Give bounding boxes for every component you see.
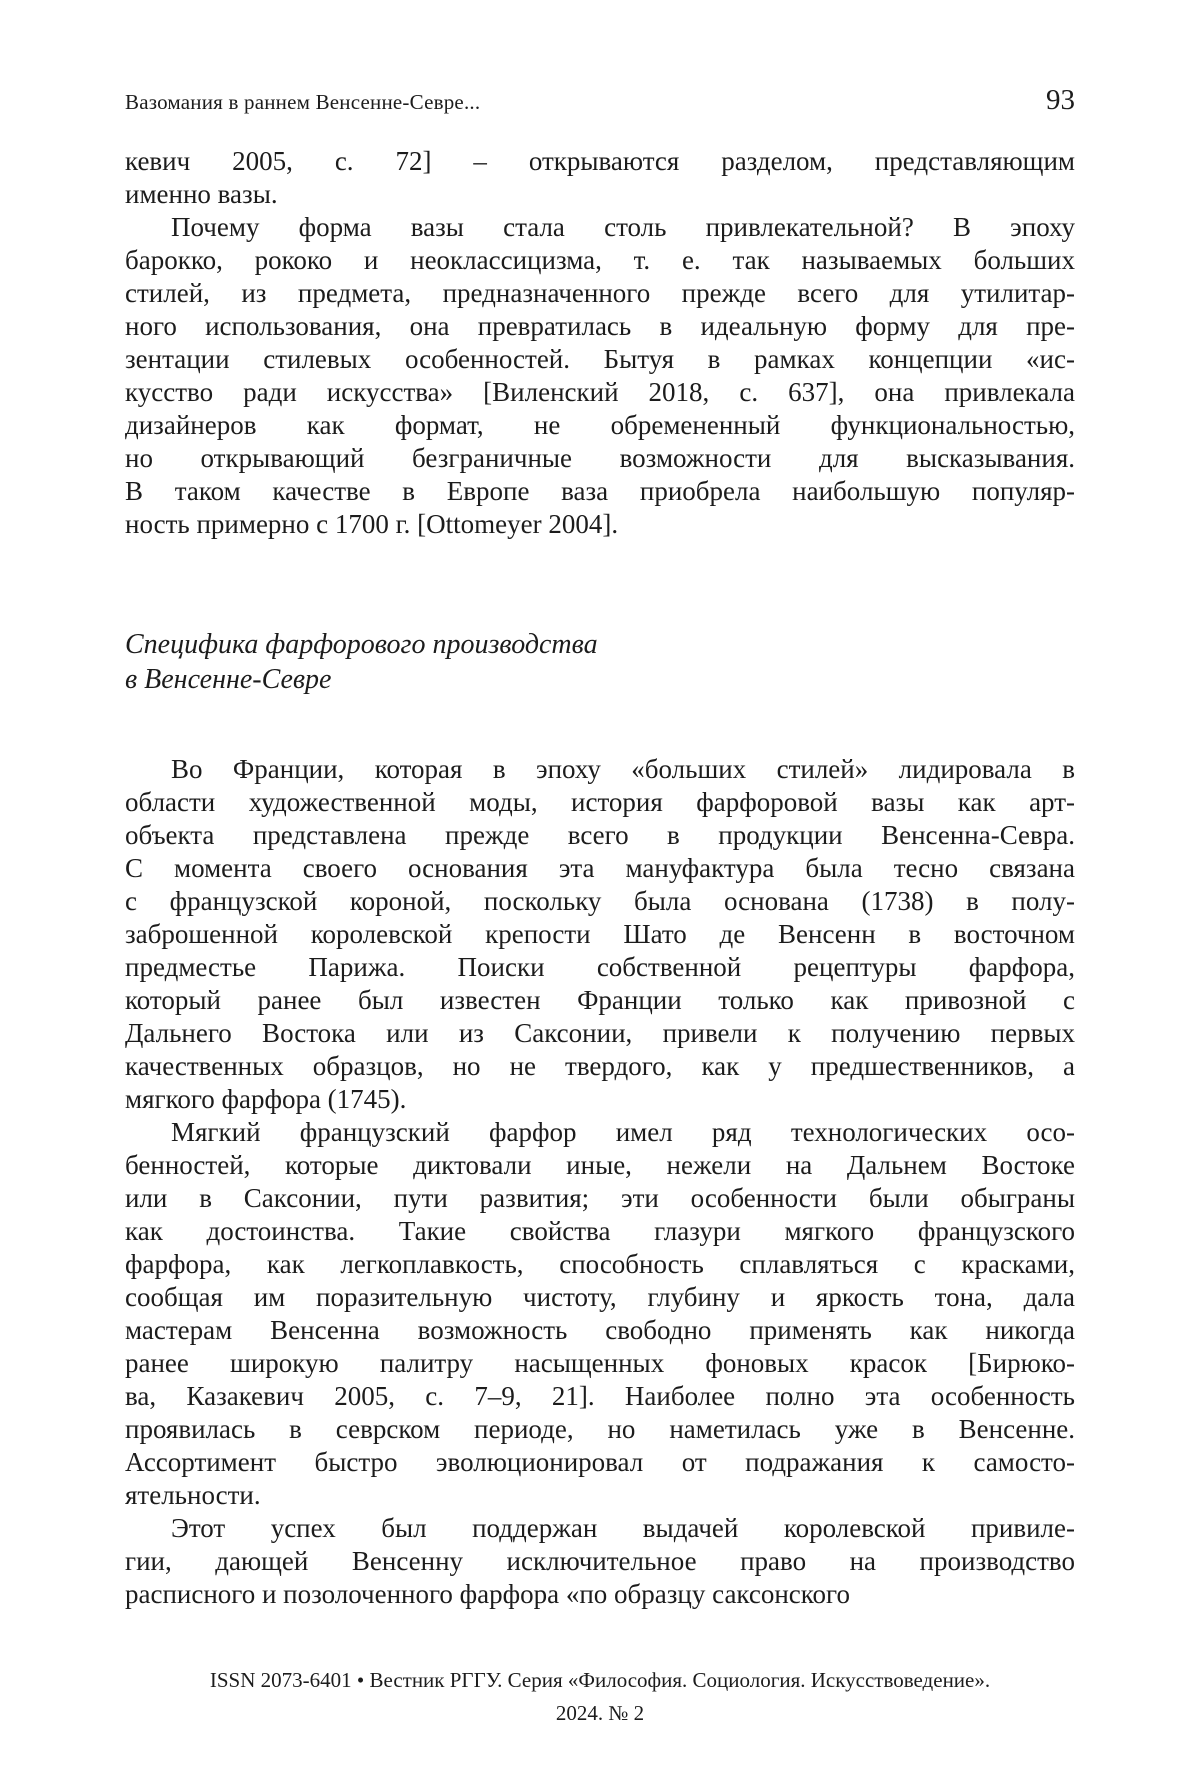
text-line: или в Саксонии, пути развития; эти особенности были обыграны bbox=[125, 1183, 1075, 1213]
text-line: гии, дающей Венсенну исключительное право на производство bbox=[125, 1546, 1075, 1576]
text-line: фарфора, как легкоплавкость, способность сплавляться с красками, bbox=[125, 1249, 1075, 1279]
text-line: стилей, из предмета, предназначенного прежде всего для утилитар- bbox=[125, 278, 1075, 308]
body-paragraph bbox=[125, 753, 1075, 1116]
page-number: 93 bbox=[1046, 84, 1075, 116]
text-line: барокко, рококо и неоклассицизма, т. е. так называемых больших bbox=[125, 245, 1075, 275]
text-line: проявилась в севрском периоде, но наметилась уже в Венсенне. bbox=[125, 1414, 1075, 1444]
body-paragraph bbox=[125, 145, 1075, 211]
footer-issn-line: ISSN 2073-6401 • Вестник РГГУ. Серия «Философия. Социология. Искусствоведение». bbox=[209, 1668, 991, 1692]
text-line: ранее широкую палитру насыщенных фоновых красок [Бирюко- bbox=[125, 1348, 1075, 1378]
body-paragraph bbox=[125, 211, 1075, 541]
text-column bbox=[125, 84, 1075, 1611]
text-line: бенностей, которые диктовали иные, нежели на Дальнем Востоке bbox=[125, 1150, 1075, 1180]
text-line: мастерам Венсенна возможность свободно применять как никогда bbox=[125, 1315, 1075, 1345]
running-title: Вазомания в раннем Венсенне-Севре... bbox=[125, 90, 481, 114]
text-line: зентации стилевых особенностей. Бытуя в рамках концепции «ис- bbox=[125, 344, 1075, 374]
text-line: Во Франции, которая в эпоху «больших стилей» лидировала в bbox=[171, 754, 1075, 784]
text-line: с французской короной, поскольку была основана (1738) в полу- bbox=[125, 886, 1075, 916]
text-line: В таком качестве в Европе ваза приобрела наибольшую популяр- bbox=[125, 476, 1075, 506]
heading-line: в Венсенне-Севре bbox=[125, 664, 332, 695]
text-line: Почему форма вазы стала столь привлекательной? В эпоху bbox=[171, 212, 1075, 242]
text-line: области художественной моды, история фарфоровой вазы как арт- bbox=[125, 787, 1075, 817]
text-line: С момента своего основания эта мануфактура была тесно связана bbox=[125, 853, 1075, 883]
text-line: ность примерно с 1700 г. [Ottomeyer 2004]. bbox=[125, 509, 619, 539]
text-line: Дальнего Востока или из Саксонии, привели к получению первых bbox=[125, 1018, 1075, 1048]
text-line: Этот успех был поддержан выдачей королевской привиле- bbox=[171, 1513, 1075, 1543]
text-line: Мягкий французский фарфор имел ряд технологических осо- bbox=[171, 1117, 1075, 1147]
running-head bbox=[125, 84, 1075, 117]
text-line: ва, Казакевич 2005, с. 7–9, 21]. Наиболее полно эта особенность bbox=[125, 1381, 1075, 1411]
heading-line: Специфика фарфорового производства bbox=[125, 629, 598, 660]
page-footer bbox=[125, 1664, 1075, 1730]
text-line: предместье Парижа. Поиски собственной рецептуры фарфора, bbox=[125, 952, 1075, 982]
text-line: расписного и позолоченного фарфора «по образцу саксонского bbox=[125, 1579, 850, 1609]
text-line: заброшенной королевской крепости Шато де Венсенн в восточном bbox=[125, 919, 1075, 949]
body-paragraph bbox=[125, 1116, 1075, 1512]
text-line: но открывающий безграничные возможности для высказывания. bbox=[125, 443, 1075, 473]
text-line: дизайнеров как формат, не обремененный функциональностью, bbox=[125, 410, 1075, 440]
text-line: мягкого фарфора (1745). bbox=[125, 1084, 407, 1114]
text-line: кевич 2005, с. 72] – открываются разделом, представляющим bbox=[125, 146, 1075, 176]
text-line: кусство ради искусства» [Виленский 2018, с. 637], она привлекала bbox=[125, 377, 1075, 407]
text-line: как достоинства. Такие свойства глазури мягкого французского bbox=[125, 1216, 1075, 1246]
text-line: сообщая им поразительную чистоту, глубину и яркость тона, дала bbox=[125, 1282, 1075, 1312]
text-line: ятельности. bbox=[125, 1480, 261, 1510]
text-line: именно вазы. bbox=[125, 179, 278, 209]
text-line: качественных образцов, но не твердого, как у предшественников, а bbox=[125, 1051, 1075, 1081]
section-heading bbox=[125, 627, 1075, 697]
text-line: объекта представлена прежде всего в продукции Венсенна-Севра. bbox=[125, 820, 1075, 850]
text-line: который ранее был известен Франции только как привозной с bbox=[125, 985, 1075, 1015]
footer-issue-line: 2024. № 2 bbox=[555, 1701, 645, 1725]
text-line: Ассортимент быстро эволюционировал от подражания к самосто- bbox=[125, 1447, 1075, 1477]
text-line: ного использования, она превратилась в идеальную форму для пре- bbox=[125, 311, 1075, 341]
article-body bbox=[125, 145, 1075, 1611]
body-paragraph bbox=[125, 1512, 1075, 1611]
